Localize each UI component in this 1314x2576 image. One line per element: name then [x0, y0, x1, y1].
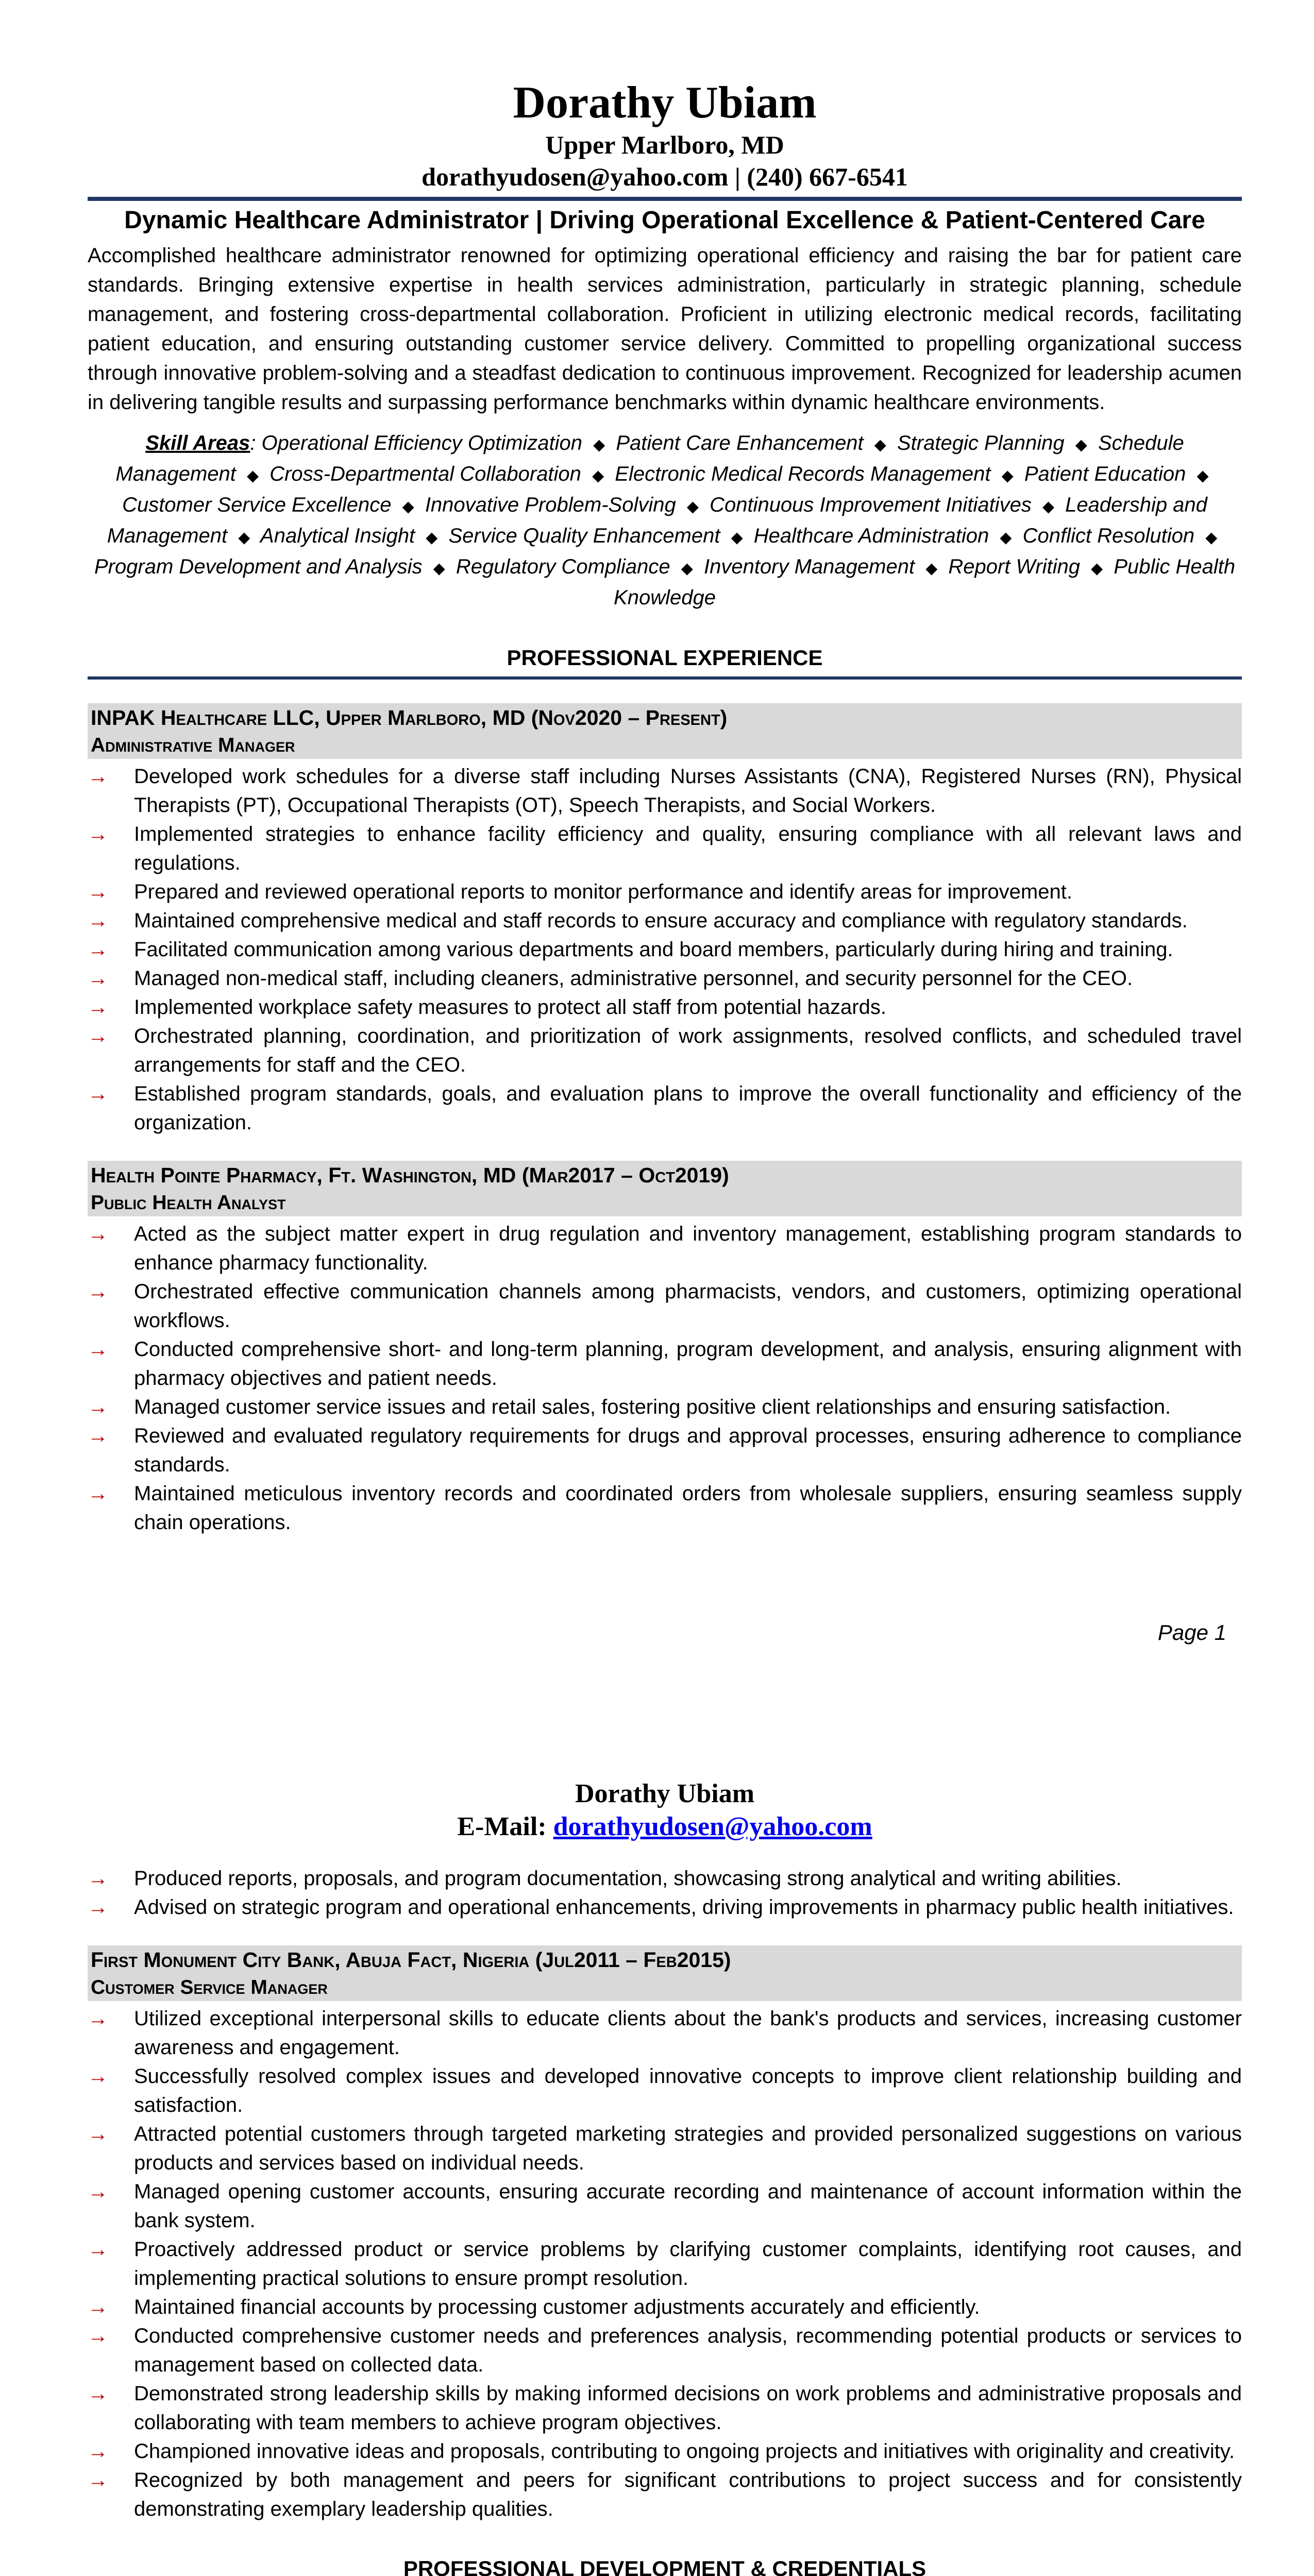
- skill-item: Healthcare Administration: [753, 524, 989, 547]
- bullet-text: Established program standards, goals, and evaluation plans to improve the overall functionality and efficiency of the organization.: [134, 1082, 1242, 1134]
- skill-item: Leadership and Management: [107, 494, 1207, 547]
- section-title-credentials: PROFESSIONAL DEVELOPMENT & CREDENTIALS: [88, 2554, 1242, 2576]
- job-bullets: [88, 2004, 1242, 2523]
- bullet-item: [88, 1219, 1242, 1277]
- bullet-text: Facilitated communication among various departments and board members, particularly during hiring and training.: [134, 938, 1173, 961]
- page-2-candidate-name: Dorathy Ubiam: [575, 1779, 755, 1808]
- diamond-separator-icon: ◆: [402, 498, 414, 515]
- skill-item: Regulatory Compliance: [456, 555, 670, 578]
- arrow-bullet-icon: →: [88, 2238, 108, 2261]
- diamond-separator-icon: ◆: [681, 560, 693, 577]
- job-entry: [88, 703, 1242, 1137]
- bullet-text: Acted as the subject matter expert in drug regulation and inventory management, establishing program standards to enhance pharmacy functionality.: [134, 1223, 1242, 1274]
- email-label: E-Mail:: [457, 1812, 547, 1841]
- bullet-item: [88, 1421, 1242, 1479]
- arrow-bullet-icon: →: [88, 2180, 108, 2203]
- bullet-text: Maintained financial accounts by processing customer adjustments accurately and efficiently.: [134, 2296, 980, 2318]
- job-header: [88, 1945, 1242, 2001]
- skill-item: Innovative Problem-Solving: [425, 494, 676, 516]
- bullet-text: Managed customer service issues and retail sales, fostering positive client relationships and ensuring satisfaction.: [134, 1396, 1171, 1418]
- bullet-text: Demonstrated strong leadership skills by making informed decisions on work problems and administrative proposals and collaborating with team members to achieve program objectives.: [134, 2382, 1242, 2434]
- arrow-bullet-icon: →: [88, 1396, 108, 1418]
- arrow-bullet-icon: →: [88, 2065, 108, 2088]
- bullet-text: Reviewed and evaluated regulatory requirements for drugs and approval processes, ensuring adherence to compliance standards.: [134, 1425, 1242, 1476]
- arrow-bullet-icon: →: [88, 996, 108, 1019]
- bullet-item: [88, 2293, 1242, 2321]
- arrow-bullet-icon: →: [88, 1425, 108, 1447]
- skill-item: Customer Service Excellence: [122, 494, 392, 516]
- professional-summary: Accomplished healthcare administrator renowned for optimizing operational efficiency and raising the bar for patient care standards. Bringing extensive expertise in health services administration, particularly in strategic planning, schedule management, and fostering cross-departmental collaboration. Proficient in utilizing electronic medical records, facilitating patient education, and ensuring outstanding customer service delivery. Committed to propelling organizational success through innovative problem-solving and a steadfast dedication to continuous improvement. Recognized for leadership acumen in delivering tangible results and surpassing performance benchmarks within dynamic healthcare environments.: [88, 244, 1242, 414]
- bullet-text: Advised on strategic program and operational enhancements, driving improvements in pharmacy public health initiatives.: [134, 1896, 1234, 1919]
- bullet-text: Managed opening customer accounts, ensuring accurate recording and maintenance of account information within the bank system.: [134, 2180, 1242, 2232]
- diamond-separator-icon: ◆: [1091, 560, 1103, 577]
- diamond-separator-icon: ◆: [1075, 436, 1087, 453]
- skill-item: Public Health Knowledge: [614, 555, 1236, 609]
- skill-item: Conflict Resolution: [1022, 524, 1195, 547]
- bullet-item: [88, 1277, 1242, 1335]
- diamond-separator-icon: ◆: [1197, 467, 1209, 484]
- skill-item: Electronic Medical Records Management: [615, 463, 991, 485]
- bullet-item: [88, 1479, 1242, 1537]
- job-title: Administrative Manager: [91, 734, 295, 756]
- job-title: Public Health Analyst: [91, 1192, 286, 1214]
- skill-item: Operational Efficiency Optimization: [261, 432, 583, 454]
- diamond-separator-icon: ◆: [1205, 529, 1218, 546]
- bullet-item: [88, 964, 1242, 993]
- diamond-separator-icon: ◆: [925, 560, 938, 577]
- job-company: First Monument City Bank, Abuja Fact, Nigeria (Jul2011 – Feb2015): [91, 1948, 731, 1972]
- job-bullets: [88, 762, 1242, 1137]
- bullet-item: [88, 1393, 1242, 1421]
- arrow-bullet-icon: →: [88, 765, 108, 788]
- bullet-text: Attracted potential customers through targeted marketing strategies and provided personalized suggestions on various products and services based on individual needs.: [134, 2123, 1242, 2174]
- arrow-bullet-icon: →: [88, 2296, 108, 2318]
- bullet-item: [88, 2379, 1242, 2437]
- arrow-bullet-icon: →: [88, 2007, 108, 2030]
- skill-item: Schedule Management: [115, 432, 1184, 485]
- bullet-text: Proactively addressed product or service problems by clarifying customer complaints, identifying root causes, and implementing practical solutions to ensure prompt resolution.: [134, 2238, 1242, 2290]
- bullet-item: [88, 2437, 1242, 2466]
- job-header: [88, 1161, 1242, 1216]
- candidate-location: Upper Marlboro, MD: [545, 130, 784, 159]
- diamond-separator-icon: ◆: [731, 529, 743, 546]
- diamond-separator-icon: ◆: [1042, 498, 1055, 515]
- arrow-bullet-icon: →: [88, 1223, 108, 1245]
- job-entry: [88, 1161, 1242, 1537]
- bullet-text: Produced reports, proposals, and program documentation, showcasing strong analytical and writing abilities.: [134, 1867, 1122, 1890]
- skill-item: Service Quality Enhancement: [448, 524, 720, 547]
- bullet-item: [88, 2177, 1242, 2235]
- bullet-text: Utilized exceptional interpersonal skills to educate clients about the bank's products and services, increasing customer awareness and engagement.: [134, 2007, 1242, 2059]
- bullet-text: Managed non-medical staff, including cleaners, administrative personnel, and security personnel for the CEO.: [134, 967, 1133, 990]
- bullet-text: Orchestrated effective communication channels among pharmacists, vendors, and customers, optimizing operational workflows.: [134, 1280, 1242, 1332]
- bullet-item: [88, 1864, 1242, 1893]
- page-number: Page 1: [1157, 1620, 1226, 1645]
- bullet-item: [88, 762, 1242, 820]
- skill-item: Strategic Planning: [897, 432, 1065, 454]
- arrow-bullet-icon: →: [88, 1338, 108, 1361]
- arrow-bullet-icon: →: [88, 938, 108, 961]
- bullet-text: Developed work schedules for a diverse staff including Nurses Assistants (CNA), Registered Nurses (RN), Physical Therapists (PT), Occupational Therapists (OT), Speech Therapists, and Social Workers.: [134, 765, 1242, 817]
- skill-areas-label: Skill Areas: [145, 432, 250, 454]
- bullet-text: Recognized by both management and peers for significant contributions to project success and for consistently demonstrating exemplary leadership qualities.: [134, 2469, 1242, 2520]
- skill-item: Patient Care Enhancement: [616, 432, 864, 454]
- arrow-bullet-icon: →: [88, 909, 108, 932]
- bullet-text: Orchestrated planning, coordination, and prioritization of work assignments, resolved conflicts, and scheduled travel arrangements for staff and the CEO.: [134, 1025, 1242, 1076]
- arrow-bullet-icon: →: [88, 2440, 108, 2463]
- bullet-item: [88, 820, 1242, 877]
- page-2-content: [88, 1777, 1242, 2576]
- skill-item: Continuous Improvement Initiatives: [710, 494, 1032, 516]
- arrow-bullet-icon: →: [88, 1082, 108, 1105]
- bullet-text: Maintained comprehensive medical and staff records to ensure accuracy and compliance with regulatory standards.: [134, 909, 1188, 932]
- arrow-bullet-icon: →: [88, 2325, 108, 2347]
- arrow-bullet-icon: →: [88, 2382, 108, 2405]
- bullet-text: Conducted comprehensive customer needs and preferences analysis, recommending potential products or services to management based on collected data.: [134, 2325, 1242, 2376]
- diamond-separator-icon: ◆: [686, 498, 699, 515]
- bullet-item: [88, 2235, 1242, 2293]
- candidate-name: Dorathy Ubiam: [513, 78, 817, 128]
- arrow-bullet-icon: →: [88, 1896, 108, 1919]
- diamond-separator-icon: ◆: [433, 560, 445, 577]
- bullet-item: [88, 1335, 1242, 1393]
- diamond-separator-icon: ◆: [593, 436, 605, 453]
- bullet-item: [88, 906, 1242, 935]
- bullet-item: [88, 1022, 1242, 1079]
- diamond-separator-icon: ◆: [1001, 467, 1014, 484]
- job-company: Health Pointe Pharmacy, Ft. Washington, MD (Mar2017 – Oct2019): [91, 1163, 729, 1187]
- skill-item: Inventory Management: [703, 555, 915, 578]
- bullet-text: Championed innovative ideas and proposals, contributing to ongoing projects and initiatives with originality and creativity.: [134, 2440, 1235, 2463]
- header-divider: [88, 197, 1242, 201]
- arrow-bullet-icon: →: [88, 967, 108, 990]
- bullet-item: [88, 993, 1242, 1022]
- bullet-item: [88, 2062, 1242, 2120]
- bullet-item: [88, 1079, 1242, 1137]
- diamond-separator-icon: ◆: [592, 467, 604, 484]
- skill-areas: Skill Areas: Operational Efficiency Optimization ◆ Patient Care Enhancement ◆ Strategic Planning ◆ Schedule Management ◆ Cross-Departmental Collaboration ◆ Electronic Medical Records Management ◆ Patient Education ◆ Customer Service Excellence ◆ Innovative Problem-Solving ◆ Continuous Improvement Initiatives ◆ Leadership and Management ◆ Analytical Insight ◆ Service Quality Enhancement ◆ Healthcare Administration ◆ Conflict Resolution ◆ Program Development and Analysis ◆ Regulatory Compliance ◆ Inventory Management ◆ Report Writing ◆ Public Health Knowledge: [94, 432, 1236, 609]
- job-company: INPAK Healthcare LLC, Upper Marlboro, MD (Nov2020 – Present): [91, 706, 728, 730]
- bullet-item: [88, 1893, 1242, 1922]
- job-entry: [88, 1945, 1242, 2523]
- arrow-bullet-icon: →: [88, 1482, 108, 1505]
- arrow-bullet-icon: →: [88, 823, 108, 845]
- job-header: [88, 703, 1242, 759]
- bullet-text: Successfully resolved complex issues and developed innovative concepts to improve client relationship building and satisfaction.: [134, 2065, 1242, 2116]
- diamond-separator-icon: ◆: [1000, 529, 1012, 546]
- skill-item: Report Writing: [948, 555, 1081, 578]
- resume-page-2: [0, 1700, 1314, 2576]
- skill-areas-list: [94, 432, 1235, 609]
- bullet-text: Implemented strategies to enhance facility efficiency and quality, ensuring compliance with all relevant laws and regulations.: [134, 823, 1242, 874]
- job-bullets: [88, 1219, 1242, 1537]
- section-title-experience: PROFESSIONAL EXPERIENCE: [88, 643, 1242, 680]
- bullet-text: Conducted comprehensive short- and long-term planning, program development, and analysis, ensuring alignment with pharmacy objectives and patient needs.: [134, 1338, 1242, 1389]
- arrow-bullet-icon: →: [88, 1280, 108, 1303]
- diamond-separator-icon: ◆: [426, 529, 438, 546]
- professional-headline: Dynamic Healthcare Administrator | Driving Operational Excellence & Patient-Centered Care: [124, 207, 1205, 234]
- bullet-item: [88, 2321, 1242, 2379]
- bullet-text: Prepared and reviewed operational reports to monitor performance and identify areas for improvement.: [134, 880, 1072, 903]
- arrow-bullet-icon: →: [88, 880, 108, 903]
- arrow-bullet-icon: →: [88, 1025, 108, 1047]
- diamond-separator-icon: ◆: [874, 436, 886, 453]
- page-2-email-line: [88, 1810, 1242, 1843]
- diamond-separator-icon: ◆: [247, 467, 259, 484]
- candidate-contact-line: dorathyudosen@yahoo.com | (240) 667-6541: [422, 162, 908, 191]
- diamond-separator-icon: ◆: [238, 529, 250, 546]
- page-1-content: [88, 77, 1242, 1537]
- bullet-item: [88, 2466, 1242, 2523]
- skill-item: Patient Education: [1024, 463, 1186, 485]
- bullet-text: Implemented workplace safety measures to protect all staff from potential hazards.: [134, 996, 886, 1019]
- bullet-item: [88, 935, 1242, 964]
- skill-item: Analytical Insight: [260, 524, 415, 547]
- arrow-bullet-icon: →: [88, 1867, 108, 1890]
- skill-item: Program Development and Analysis: [94, 555, 423, 578]
- arrow-bullet-icon: →: [88, 2469, 108, 2492]
- job-title: Customer Service Manager: [91, 1976, 328, 1998]
- arrow-bullet-icon: →: [88, 2123, 108, 2145]
- skill-item: Cross-Departmental Collaboration: [269, 463, 581, 485]
- email-link[interactable]: dorathyudosen@yahoo.com: [553, 1812, 872, 1841]
- bullet-text: Maintained meticulous inventory records and coordinated orders from wholesale suppliers, ensuring seamless supply chain operations.: [134, 1482, 1242, 1534]
- bullet-item: [88, 2004, 1242, 2062]
- job-bullets-continued: [88, 1864, 1242, 1922]
- bullet-item: [88, 2120, 1242, 2177]
- bullet-item: [88, 877, 1242, 906]
